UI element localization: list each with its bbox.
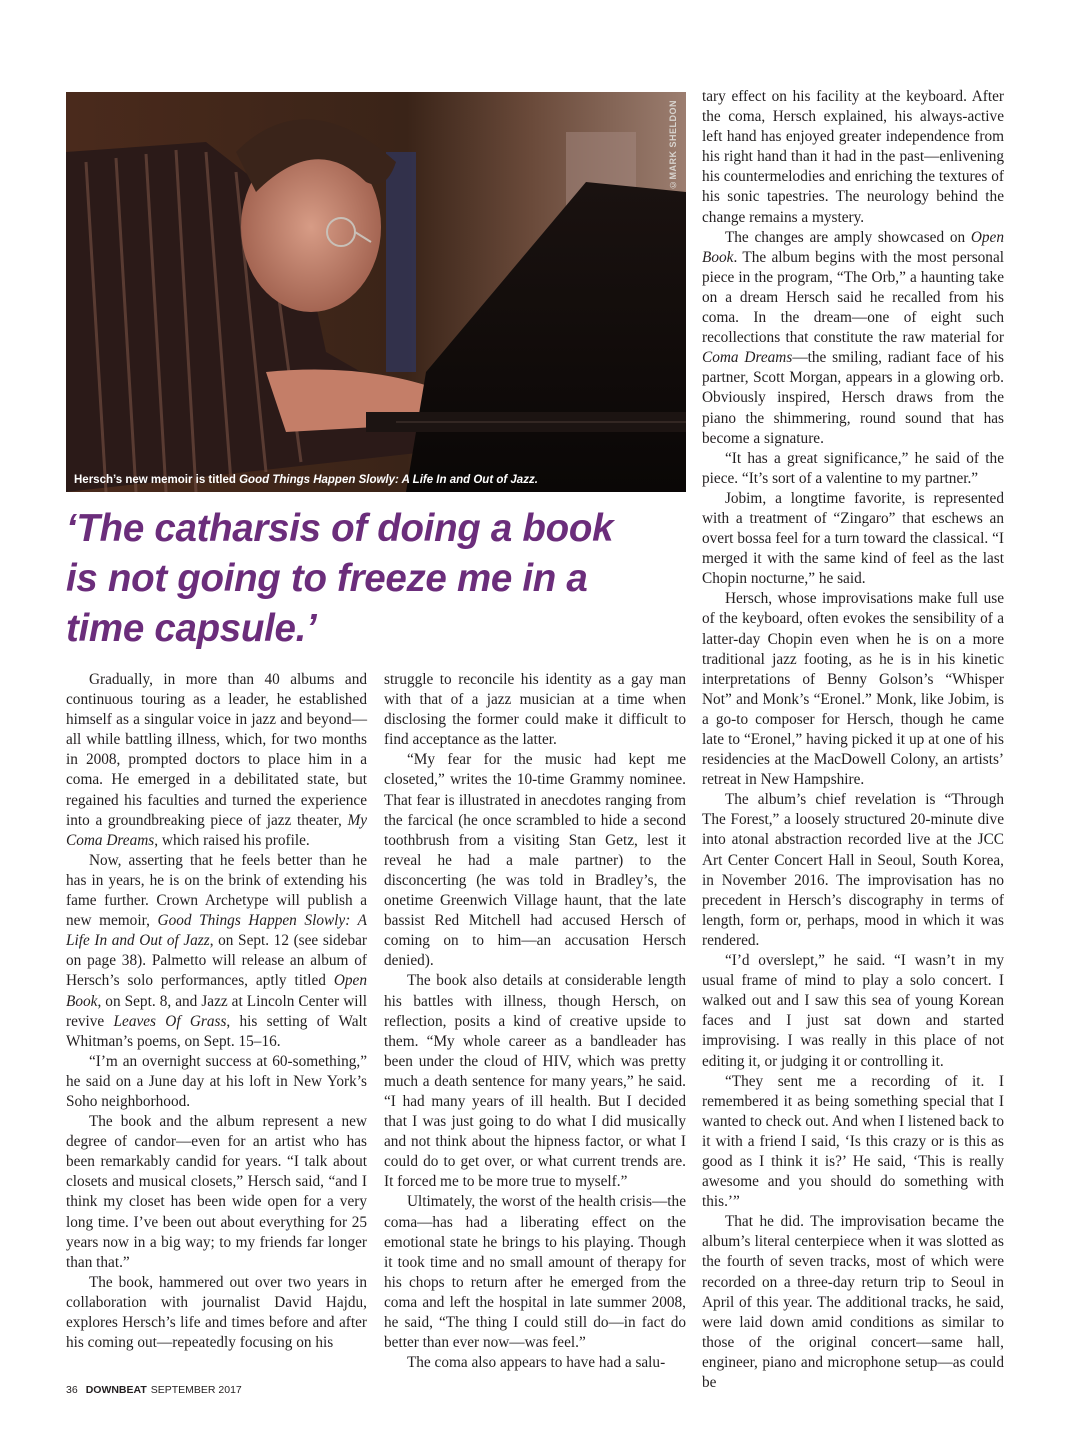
paragraph: The album’s chief revelation is “Through The Forest,” a loosely structured 20-minute dive into atonal abstraction recorded live at the JCC Art Center Concert Hall in Seoul, South Korea, in November 2016. The improvisation has no precedent in Hersch’s discography in terms of length, form or, perhaps, mood in which it was rendered. — [702, 791, 1004, 949]
pull-quote-line: ‘The catharsis of doing a book — [66, 507, 614, 550]
paragraph: tary effect on his facility at the keyboard. After the coma, Hersch explained, his always-active left hand has enjoyed greater independence from his right hand than it had in the past—enlivening his countermelodies and enriching the textures of his sonic tapestries. The neurology behind the change remains a mystery. — [702, 88, 1004, 226]
paragraph: “They sent me a recording of it. I remembered it as being something special that I wanted to check out. And when I listened back to it with a friend I said, ‘Is this crazy or is this as good as I think it is?’ He said, ‘This is really awesome and you should do something with this.’” — [702, 1072, 1004, 1211]
caption-title: Good Things Happen Slowly: A Life In and Out of Jazz. — [239, 474, 538, 486]
paragraph: The book, hammered out over two years in collaboration with journalist David Hajdu, explores Hersch’s life and times before and after his coming out—repeatedly focusing on his — [66, 1273, 367, 1352]
paragraph: The coma also appears to have had a salu- — [406, 1354, 666, 1372]
caption-prefix: Hersch’s new memoir is titled — [74, 474, 240, 486]
paragraph: The changes are amply showcased on Open Book. The album begins with the most personal piece in the program, “The Orb,” a haunting take on a dream Hersch said he recalled from his coma. In the dream—one of eight such recollections that constitute the raw material for Coma Dreams—the smiling, radiant face of his partner, Scott Morgan, appears in a glowing orb. Obviously inspired, Hersch draws from the piano the shimmering, round sound that has become a signature. — [702, 228, 1004, 447]
pull-quote-line: is not going to freeze me in a — [66, 557, 588, 600]
paragraph: The book and the album represent a new degree of candor—even for an artist who has been remarkably candid for years. “I talk about closets and musical closets,” Hersch said, “and I think my closet has been wide open for a very long time. I’ve been out about everything for 25 years now in a big way; to my friends far longer than that.” — [66, 1113, 367, 1271]
paragraph: Gradually, in more than 40 albums and continuous touring as a leader, he established himself as a singular voice in jazz and beyond—all while battling illness, which, for two months in 2008, prompted doctors to place him in a coma. He emerged in a debilitated state, but regained his faculties and turned the experience into a groundbreaking piece of jazz theater, My Coma Dreams, which raised his profile. — [66, 671, 367, 849]
body-column-2 — [384, 670, 686, 1373]
paragraph: “I’m an overnight success at 60-something,” he said on a June day at his loft in New York’s Soho neighborhood. — [66, 1052, 367, 1110]
hero-photo — [66, 92, 686, 492]
paragraph: “It has a great significance,” he said of the piece. “It’s sort of a valentine to my partner.” — [702, 449, 1004, 487]
paragraph: struggle to reconcile his identity as a gay man with that of a jazz musician at a time when disclosing the former could make it difficult to find acceptance as the latter. — [384, 671, 686, 749]
paragraph: Now, asserting that he feels better than he has in years, he is on the brink of extending his fame further. Crown Archetype will publish a new memoir, Good Things Happen Slowly: A Life In and Out of Jazz, on Sept. 12 (see sidebar on page 38). Palmetto will release an album of Hersch’s solo performances, aptly titled Open Book, on Sept. 8, and Jazz at Lincoln Center will revive Leaves Of Grass, his setting of Walt Whitman’s poems, on Sept. 15–16. — [66, 851, 367, 1050]
photo-caption — [74, 474, 538, 486]
paragraph: “I’d overslept,” he said. “I wasn’t in my usual frame of mind to play a solo concert. I walked out and I saw this sea of young Korean faces and I just sat down and started improvising. I was really in this place of not editing it, or judging it or controlling it. — [702, 952, 1004, 1070]
body-column-1 — [66, 670, 367, 1353]
paragraph: Hersch, whose improvisations make full use of the keyboard, often evokes the sensibility of a latter-day Chopin even when he is on a more traditional jazz footing, as he is in his kinetic interpretations of Benny Golson’s “Whisper Not” and Monk’s “Eronel.” Monk, like Jobim, is a go-to composer for Hersch, though he came late to “Eronel,” having picked it up at one of his residencies at the MacDowell Colony, an artists’ retreat in New Hampshire. — [702, 590, 1004, 789]
page-footer — [66, 1384, 242, 1396]
pull-quote-line: time capsule.’ — [66, 607, 317, 650]
body-column-3 — [702, 87, 1004, 1393]
paragraph: The book also details at considerable length his battles with illness, though Hersch, on reflection, posits a kind of creative upside to them. “My whole career as a bandleader has been under the cloud of HIV, which was pretty much a death sentence for many years,” he said. “I had many years of ill health. But I decided that I was just going to do what I did musically and not think about the hipness factor, or what I could do to get over, or what current trends are. It forced me to be more true to myself.” — [384, 972, 686, 1191]
photo-credit: ©MARK SHELDON — [668, 100, 678, 190]
magazine-name: DOWNBEAT — [85, 1384, 147, 1396]
paragraph: Jobim, a longtime favorite, is represented with a treatment of “Zingaro” that eschews an overt bossa feel for a turn toward the classical. “I merged it with the same kind of feel as the last Chopin nocturne,” he said. — [702, 489, 1004, 588]
pianist-photo-illustration — [66, 92, 686, 492]
pull-quote — [66, 504, 686, 654]
paragraph: Ultimately, the worst of the health crisis—the coma—has had a liberating effect on the emotional state he brings to his playing. Though it took time and no small amount of therapy for his chops to return after he emerged from the coma and left the hospital in late summer 2008, he said, “The thing I could still do—in fact do better than ever now—was feel.” — [384, 1193, 686, 1352]
issue-date: SEPTEMBER 2017 — [150, 1384, 242, 1396]
paragraph: “My fear for the music had kept me closeted,” writes the 10-time Grammy nominee. That fear is illustrated in anecdotes ranging from the farcical (he once scrambled to hide a second toothbrush from a visiting Stan Getz, lest it reveal he had a male partner) to the disconcerting (he was told in Bradley’s, the onetime Greenwich Village haunt, that the late bassist Red Mitchell had accused Hersch of coming on to him—an accusation Hersch denied). — [384, 751, 686, 970]
page-number: 36 — [66, 1384, 78, 1396]
paragraph: That he did. The improvisation became the album’s literal centerpiece when it was slotted as the fourth of seven tracks, most of which were recorded on a three-day return trip to Seoul in April of this year. The additional tracks, he said, were laid down amid conditions as similar to those of the original concert—same hall, engineer, piano and microphone setup—as could be — [702, 1213, 1004, 1391]
